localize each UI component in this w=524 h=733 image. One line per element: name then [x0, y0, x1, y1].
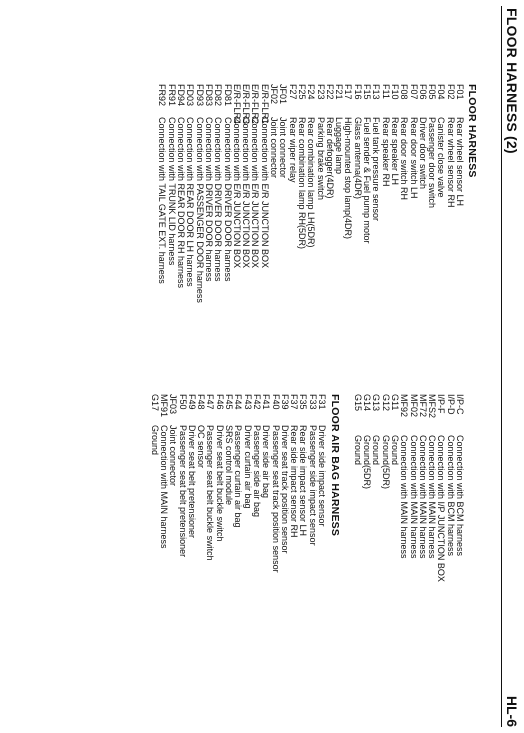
connector-code: F42: [251, 394, 262, 410]
connector-description: Passenger door switch: [427, 117, 438, 209]
list-item: [196, 394, 205, 714]
list-item: [427, 394, 436, 714]
connector-code: F22: [324, 84, 335, 100]
page-number: HL-6: [504, 695, 520, 727]
connector-description: Rear door switch RH: [399, 117, 410, 201]
list-item: [380, 394, 389, 714]
air-bag-section-title: FLOOR AIR BAG HARNESS: [329, 394, 341, 537]
list-item: [371, 84, 380, 424]
connector-code: F47: [205, 394, 216, 410]
list-item: [455, 84, 464, 424]
connector-description: Rear wheel sensor RH: [445, 117, 456, 208]
connector-code: F16: [352, 84, 363, 100]
connector-description: Fuel sender & Fuel pump motor: [362, 117, 373, 244]
list-item: [445, 84, 454, 424]
list-item: [222, 84, 235, 424]
connector-code: F17: [343, 84, 354, 100]
list-item: [278, 84, 290, 424]
list-item: [280, 394, 289, 714]
connector-description: Rear combination lamp RH(5DR): [296, 117, 307, 250]
connector-code: FD94: [176, 84, 187, 107]
connector-description: Driver seat belt buckle switch: [214, 425, 225, 542]
connector-description: Connection with REAR DOOR LH harness: [185, 117, 196, 287]
list-item: [176, 84, 188, 424]
connector-description: Connection with MAIN harness: [399, 435, 410, 559]
connector-code: G11: [389, 394, 400, 411]
list-item: [187, 394, 196, 714]
connector-code: G13: [371, 394, 382, 412]
list-item: [242, 394, 251, 714]
connector-code: G15: [352, 394, 363, 412]
connector-description: Rear side impact sensor RH: [289, 425, 300, 538]
connector-description: Connection with BCM harness: [445, 435, 456, 557]
list-item: [317, 394, 326, 714]
connector-code: MF91: [158, 394, 169, 418]
connector-description: Rear wiper relay: [287, 117, 298, 183]
connector-description: OC sensor: [196, 425, 207, 469]
connector-code: I/P-D: [445, 394, 456, 415]
list-item: [205, 394, 214, 714]
connector-description: Ground: [389, 435, 400, 466]
connector-description: Joint connector: [269, 117, 280, 179]
list-item: [298, 394, 307, 714]
floor-harness-section-title: FLOOR HARNESS: [466, 84, 478, 178]
connector-code: F50: [177, 394, 188, 410]
connector-description: Rear speaker LH: [389, 117, 400, 186]
list-item: [214, 394, 223, 714]
connector-description: Ground(5DR): [380, 435, 391, 490]
connector-description: Joint connector: [168, 425, 179, 487]
connector-description: Driver seat belt pretensioner: [186, 425, 197, 539]
connector-description: Rear speaker RH: [380, 117, 391, 187]
connector-code: JF03: [168, 394, 179, 415]
list-item: [408, 394, 417, 714]
connector-code: E/R-FLR4: [231, 84, 242, 125]
connector-code: F05: [427, 84, 438, 100]
connector-code: F48: [196, 394, 207, 410]
list-item: [159, 394, 168, 714]
list-item: [390, 84, 399, 424]
connector-code: F41: [261, 394, 272, 410]
list-item: [343, 84, 352, 424]
page-title: FLOOR HARNESS (2): [504, 8, 520, 154]
connector-code: F06: [417, 84, 428, 100]
list-item: [455, 394, 464, 714]
list-item: [399, 84, 408, 424]
connector-description: Driver curtain air bag: [242, 425, 253, 509]
connector-description: Passenger seat belt pretensioner: [177, 425, 188, 558]
connector-code: E/R-FLR3: [241, 84, 252, 125]
connector-description: Parking brake switch: [315, 117, 326, 201]
list-item: [177, 394, 186, 714]
connector-code: F35: [298, 394, 309, 410]
list-item: [352, 394, 361, 714]
air-bag-harness-list: [149, 394, 326, 714]
connector-description: Joint connector: [278, 117, 289, 179]
connections-list: [352, 394, 464, 714]
connector-description: Driver side impact sensor: [317, 425, 327, 527]
list-item: [213, 84, 225, 424]
connector-code: FR91: [166, 84, 177, 107]
list-item: [296, 84, 309, 424]
connector-code: FD83: [203, 84, 214, 107]
connector-code: JF01: [278, 84, 289, 105]
list-item: [362, 394, 371, 714]
connector-code: F25: [296, 84, 307, 100]
connector-code: MF02: [408, 394, 419, 418]
floor-harness-list: [157, 84, 464, 424]
connector-description: Connection with MAIN harness: [417, 435, 428, 559]
connector-description: Driver door switch: [417, 117, 428, 190]
connector-code: I/P-C: [455, 394, 465, 415]
connector-code: G14: [362, 394, 373, 412]
list-item: [289, 394, 298, 714]
connector-description: Passenger seat track position sensor: [270, 425, 281, 573]
connector-description: Connection with E/R JUNCTION BOX: [241, 117, 252, 269]
connector-description: Driver seat track position sensor: [279, 425, 290, 554]
connector-description: Rear combination lamp LH(5DR): [306, 117, 317, 248]
connector-description: Ground: [371, 435, 382, 466]
connector-code: F23: [315, 84, 326, 100]
list-item: [307, 394, 316, 714]
list-item: [408, 84, 417, 424]
list-item: [203, 84, 216, 424]
connector-code: F02: [445, 84, 456, 100]
connector-code: G12: [380, 394, 391, 412]
list-item: [436, 394, 445, 714]
connector-code: FD03: [185, 84, 196, 107]
connector-code: MF92: [399, 394, 410, 418]
connector-code: F27: [287, 84, 298, 100]
list-item: [149, 394, 158, 714]
list-item: [399, 394, 408, 714]
header-divider: [501, 6, 502, 727]
connector-description: Connection with DRIVER DOOR harness: [203, 117, 214, 282]
connector-description: Passenger side air bag: [251, 425, 262, 518]
connector-code: F08: [399, 84, 410, 100]
list-item: [418, 84, 427, 424]
list-item: [436, 84, 445, 424]
list-item: [371, 394, 380, 714]
connector-description: Ground: [352, 435, 363, 466]
connector-description: Canister close valve: [436, 117, 447, 198]
connector-code: G17: [149, 394, 160, 412]
connector-code: FR92: [157, 84, 168, 107]
connector-description: High-mounted stop lamp(4DR): [343, 117, 354, 240]
connector-code: F04: [436, 84, 447, 100]
list-item: [315, 84, 327, 424]
list-item: [224, 394, 233, 714]
list-item: [269, 84, 281, 424]
connector-description: Passenger seat belt buckle switch: [205, 425, 216, 561]
connector-code: F46: [214, 394, 225, 410]
list-item: [252, 394, 261, 714]
list-item: [390, 394, 399, 714]
connector-description: Ground(5DR): [362, 435, 373, 490]
connector-description: Connection with TAIL GATE EXT. harness: [157, 117, 168, 284]
list-item: [287, 84, 300, 424]
connector-code: JF02: [269, 84, 280, 105]
list-item: [306, 84, 318, 424]
list-item: [233, 394, 242, 714]
connector-description: Rear side impact sensor LH: [298, 425, 309, 537]
connector-description: Connection with REAR DOOR RH harness: [176, 117, 187, 289]
list-item: [445, 394, 454, 714]
connector-description: Passenger side impact sensor: [307, 425, 318, 546]
connector-description: Connection with E/R JUNCTION BOX: [259, 117, 270, 269]
connector-description: Connection with TRUNK LID harness: [166, 117, 177, 266]
connector-code: F24: [306, 84, 317, 100]
connector-code: MF72: [417, 394, 428, 418]
list-item: [325, 84, 334, 424]
list-item: [418, 394, 427, 714]
connector-code: F44: [233, 394, 244, 410]
connector-code: F33: [307, 394, 318, 410]
connector-description: Rear wheel sensor LH: [455, 117, 465, 207]
connector-code: FD81: [222, 84, 233, 107]
list-item: [157, 84, 169, 424]
connector-code: F07: [408, 84, 419, 100]
list-item: [427, 84, 436, 424]
connector-description: Driver side air bag: [261, 425, 272, 499]
connector-description: Connection with MAIN harness: [427, 435, 438, 559]
connector-description: Ground: [149, 425, 160, 456]
list-item: [194, 84, 207, 424]
connector-description: Luggage lamp: [334, 117, 345, 175]
connector-description: Connection with PASSENGER DOOR harness: [194, 117, 205, 303]
connector-description: Rear door switch LH: [408, 117, 419, 199]
list-item: [185, 84, 197, 424]
list-item: [241, 84, 253, 424]
connector-code: E/R-FLR1: [259, 84, 270, 125]
connector-code: F43: [242, 394, 253, 410]
connector-code: FD82: [213, 84, 224, 107]
list-item: [380, 84, 389, 424]
connector-code: E/R-FLR2: [250, 84, 261, 125]
connector-code: F40: [270, 394, 281, 410]
list-item: [270, 394, 279, 714]
connector-code: F31: [317, 394, 327, 410]
connector-description: Rear defogger(4DR): [324, 117, 335, 199]
connector-description: Connection with E/R JUNCTION BOX: [231, 117, 242, 269]
connector-code: F37: [289, 394, 300, 410]
list-item: [168, 394, 177, 714]
list-item: [334, 84, 343, 424]
connector-code: F49: [186, 394, 197, 410]
connector-code: F11: [380, 84, 391, 99]
connector-description: Passenger curtain air bag: [233, 425, 244, 528]
connector-description: Glass antenna(4DR): [352, 117, 363, 200]
connector-code: F39: [279, 394, 290, 410]
connector-code: F13: [371, 84, 382, 100]
connector-description: Connection with MAIN harness: [408, 435, 419, 559]
list-item: [261, 394, 270, 714]
connector-description: Connection with E/R JUNCTION BOX: [250, 117, 261, 269]
connector-description: Connection with I/P JUNCTION BOX: [436, 435, 447, 582]
list-item: [250, 84, 262, 424]
connector-description: Connection with BCM harness: [455, 435, 465, 557]
connector-description: Fuel tank pressure sensor: [371, 117, 382, 222]
list-item: [259, 84, 272, 424]
connector-code: F15: [362, 84, 373, 100]
list-item: [362, 84, 371, 424]
connector-code: FD93: [194, 84, 205, 107]
connector-code: F10: [389, 84, 400, 100]
connector-code: F45: [224, 394, 235, 410]
connector-code: I/P-F: [436, 394, 447, 414]
list-item: [352, 84, 361, 424]
connector-description: SRS control module: [224, 425, 235, 506]
connector-description: Connection with MAIN harness: [158, 425, 169, 549]
connector-description: Connection with DRIVER DOOR harness: [213, 117, 224, 282]
connector-code: MFS2: [427, 394, 438, 419]
connector-code: F21: [334, 84, 345, 100]
connector-code: F01: [455, 84, 465, 100]
list-item: [231, 84, 244, 424]
list-item: [166, 84, 179, 424]
connector-description: Connection with DRIVER DOOR harness: [222, 117, 233, 282]
